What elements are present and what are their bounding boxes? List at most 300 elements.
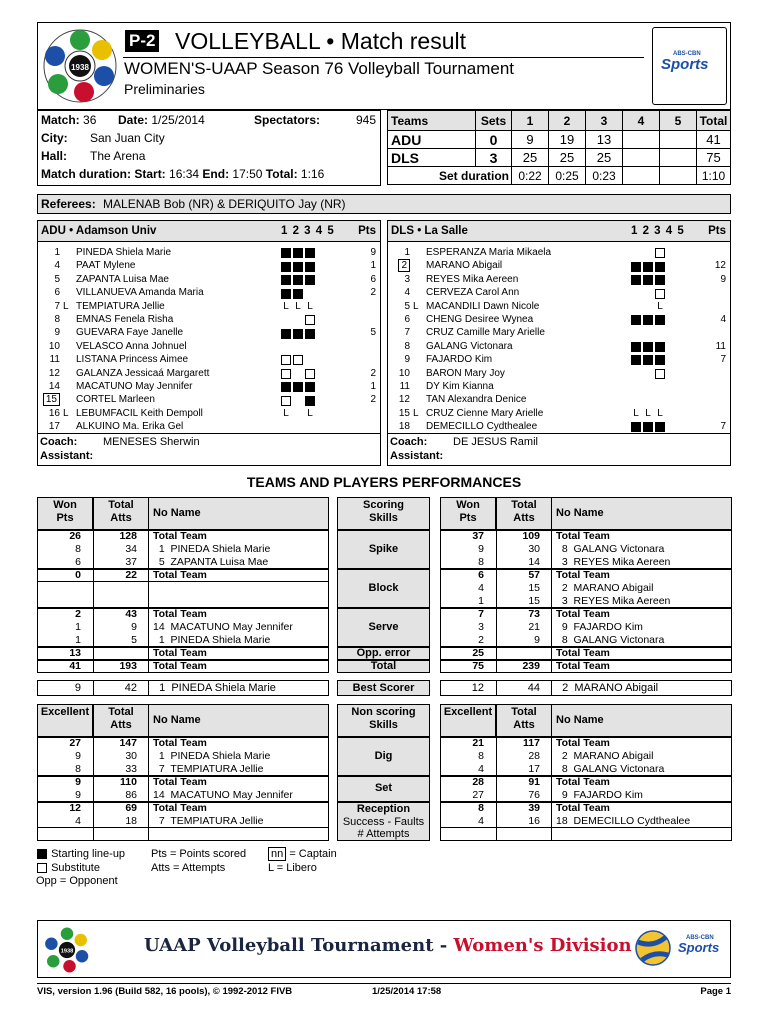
- performances-heading: TEAMS AND PLAYERS PERFORMANCES: [246, 474, 522, 490]
- perf-header-col2-text: [496, 499, 552, 525]
- match-label: Match:: [41, 113, 80, 127]
- player-number: 8: [404, 340, 410, 352]
- score-total: 75: [697, 149, 731, 167]
- perf-player-name: Total Team: [153, 737, 207, 749]
- player-name: TEMPIATURA Jellie: [76, 300, 165, 312]
- substitute-square-icon: [281, 355, 291, 365]
- perf-atts-value: 17: [528, 763, 540, 775]
- legend-starting: Starting line-up: [51, 848, 126, 860]
- starting-square-icon: [631, 422, 641, 432]
- perf-header-label: Scoring: [363, 499, 404, 511]
- perf-player-name: 8 GALANG Victonara: [556, 634, 665, 646]
- player-points: 1: [370, 260, 376, 272]
- player-row: [388, 367, 730, 380]
- perf-atts-value: 30: [528, 543, 540, 555]
- libero-mark: L: [295, 300, 301, 312]
- perf-atts-value: 21: [528, 621, 540, 633]
- player-number: 9: [54, 327, 60, 339]
- starting-square-icon: [655, 342, 665, 352]
- perf-player-name: 2 MARANO Abigail: [556, 682, 659, 694]
- player-row: [38, 300, 380, 313]
- player-name: REYES Mika Aereen: [426, 273, 519, 285]
- perf-header-label: Atts: [110, 719, 132, 731]
- team-a-title: ADU • Adamson Univ: [41, 225, 157, 237]
- player-name: GUEVARA Faye Janelle: [76, 327, 184, 339]
- score-set4: [623, 131, 660, 149]
- perf-won-value: 9: [75, 789, 81, 801]
- player-points: 7: [720, 421, 726, 433]
- perf-player-name: 1 PINEDA Shiela Marie: [153, 682, 276, 694]
- empty-mark: [655, 329, 665, 339]
- set-duration-row: [388, 167, 731, 185]
- perf-won-value: 8: [75, 543, 81, 555]
- player-number: 3: [404, 273, 410, 285]
- starting-square-icon: [293, 382, 303, 392]
- perf-atts-value: 15: [528, 582, 540, 594]
- banner-division: Women's Division: [453, 935, 632, 956]
- uaap-logo-year: 1938: [71, 63, 89, 72]
- perf-header-label: Total: [511, 706, 537, 718]
- perf-header-label: Total: [108, 499, 134, 511]
- player-name: EMNAS Fenela Risha: [76, 313, 174, 325]
- starting-square-icon: [37, 849, 47, 859]
- legend-atts: Atts = Attempts: [151, 861, 226, 874]
- player-points: 6: [370, 273, 376, 285]
- skill-reception-sublabel: Success - Faults: [342, 815, 425, 828]
- perf-won-value: 9: [74, 682, 81, 694]
- empty-mark: [631, 369, 641, 379]
- perf-won-value: 12: [471, 682, 484, 694]
- match-info-box: [37, 110, 381, 186]
- perf-header-col1-text: [37, 499, 93, 525]
- starting-square-icon: [293, 329, 303, 339]
- starting-square-icon: [281, 289, 291, 299]
- player-row: [38, 407, 380, 420]
- player-name: VELASCO Anna Johnuel: [76, 340, 187, 352]
- set-participation: [280, 394, 316, 407]
- perf-header-col1-text: [37, 706, 93, 719]
- player-name: CHENG Desiree Wynea: [426, 313, 534, 325]
- team-b-coach: DE JESUS Ramil: [453, 436, 538, 448]
- empty-mark: [305, 342, 315, 352]
- player-number: 15: [38, 393, 60, 406]
- player-number: 9: [404, 354, 410, 366]
- perf-single-col-L: [93, 647, 149, 660]
- empty-mark: [305, 355, 315, 365]
- player-number: 18: [398, 421, 410, 433]
- perf-won-value: 26: [69, 530, 81, 542]
- substitute-square-icon: [305, 315, 315, 325]
- set-participation: [630, 274, 666, 287]
- perf-header-label: Skills: [369, 719, 398, 731]
- starting-square-icon: [305, 248, 315, 258]
- perf-atts-value: 128: [119, 530, 137, 542]
- starting-square-icon: [281, 382, 291, 392]
- team-b-roster: [388, 246, 730, 433]
- perf-atts-value: 110: [120, 776, 137, 788]
- empty-mark: [281, 422, 291, 432]
- score-set1: 9: [512, 131, 549, 149]
- perf-won-value: 37: [472, 530, 484, 542]
- player-row: [388, 393, 730, 406]
- perf-player-name: Total Team: [556, 530, 610, 542]
- perf-atts-value: 15: [528, 595, 540, 607]
- perf-won-value: 7: [478, 608, 484, 620]
- perf-player-name: 5 ZAPANTA Luisa Mae: [153, 556, 269, 568]
- team-a-header: [37, 220, 381, 242]
- set-participation: [280, 341, 316, 354]
- empty-mark: [643, 248, 653, 258]
- starting-square-icon: [631, 262, 641, 272]
- player-points: 2: [370, 367, 376, 379]
- score-header-sets: Sets: [476, 111, 512, 131]
- libero-marker: L: [413, 407, 419, 419]
- starting-square-icon: [643, 275, 653, 285]
- perf-player-name: 9 FAJARDO Kim: [556, 789, 643, 801]
- substitute-square-icon: [305, 369, 315, 379]
- score-header-teams: Teams: [388, 111, 476, 131]
- perf-header-label: Atts: [513, 512, 535, 524]
- team-a-coach-label: Coach:: [40, 436, 78, 448]
- perf-player-name: 18 DEMECILLO Cydthealee: [556, 815, 691, 827]
- player-number: 6: [54, 287, 60, 299]
- perf-atts-value: 73: [528, 608, 540, 620]
- player-name: ZAPANTA Luisa Mae: [76, 273, 169, 285]
- set-duration-label: Set duration: [388, 167, 512, 185]
- legend-captain-box: nn: [268, 847, 286, 861]
- starting-square-icon: [643, 355, 653, 365]
- substitute-square-icon: [655, 289, 665, 299]
- footer-timestamp: 1/25/2014 17:58: [372, 986, 442, 997]
- page-title: VOLLEYBALL • Match result: [175, 28, 467, 54]
- empty-mark: [631, 382, 641, 392]
- player-name: CORTEL Marleen: [76, 394, 155, 406]
- perf-won-value: 4: [75, 815, 81, 827]
- score-set3: 25: [586, 149, 623, 167]
- empty-mark: [293, 422, 303, 432]
- score-header-total: Total: [697, 111, 731, 131]
- score-team: DLS: [388, 149, 476, 167]
- skill-dig-label: Dig: [374, 749, 393, 762]
- perf-player-name: 8 GALANG Victonara: [556, 763, 665, 775]
- starting-square-icon: [631, 342, 641, 352]
- player-name: CRUZ Camille Mary Arielle: [426, 327, 545, 339]
- perf-atts-value: 16: [528, 815, 540, 827]
- set-duration-2: 0:25: [549, 167, 586, 185]
- score-set2: 25: [549, 149, 586, 167]
- player-row: [388, 326, 730, 339]
- player-points: 5: [370, 327, 376, 339]
- set-participation: [280, 327, 316, 340]
- substitute-square-icon: [37, 863, 47, 873]
- perf-player-name: Total Team: [556, 660, 610, 672]
- empty-mark: [293, 315, 303, 325]
- banner-tv-network: ABS-CBN: [686, 935, 714, 941]
- perf-atts-value: 18: [125, 815, 137, 827]
- player-number: 2: [388, 259, 410, 272]
- set-participation: [630, 368, 666, 381]
- starting-square-icon: [655, 315, 665, 325]
- banner-tv-sports: Sports: [678, 940, 720, 955]
- empty-mark: [655, 396, 665, 406]
- skill-block-label: Block: [368, 581, 399, 594]
- starting-square-icon: [631, 355, 641, 365]
- perf-atts-value: 33: [125, 763, 137, 775]
- total-time: 1:16: [300, 167, 325, 181]
- perf-header-col1-text: [440, 706, 496, 719]
- uaap-logo-icon: [40, 26, 120, 106]
- set-participation: [280, 247, 316, 260]
- perf-single-col-R: [496, 647, 552, 660]
- perf-player-name: Total Team: [153, 776, 207, 788]
- perf-header-col2-text: [496, 706, 552, 732]
- perf-won-value: 75: [472, 660, 484, 672]
- starting-square-icon: [655, 262, 665, 272]
- perf-header-label: Total: [108, 706, 134, 718]
- player-row: [38, 420, 380, 433]
- team-b-header: [387, 220, 731, 242]
- perf-header-col2-text: [93, 706, 149, 732]
- player-row: [388, 380, 730, 393]
- perf-won-value: 6: [478, 569, 484, 581]
- perf-player-name: Total Team: [153, 530, 207, 542]
- set-participation: [280, 274, 316, 287]
- set-participation: [630, 341, 666, 354]
- set-participation: [630, 314, 666, 327]
- skill-spike-label: Spike: [368, 542, 399, 555]
- team-a-roster: [38, 246, 380, 433]
- perf-player-name: 7 TEMPIATURA Jellie: [153, 763, 264, 775]
- perf-won-value: 28: [472, 776, 484, 788]
- perf-player-name: 8 GALANG Victonara: [556, 543, 665, 555]
- player-name: BARON Mary Joy: [426, 367, 505, 379]
- empty-mark: [281, 315, 291, 325]
- player-points: 4: [720, 313, 726, 325]
- hall-value: The Arena: [90, 149, 146, 163]
- tv-logo-sports: Sports: [661, 56, 709, 73]
- libero-mark: L: [307, 300, 313, 312]
- empty-mark: [643, 289, 653, 299]
- empty-mark: [293, 369, 303, 379]
- player-row: [38, 340, 380, 353]
- score-set5: [660, 131, 697, 149]
- empty-mark: [293, 342, 303, 352]
- end-time: 17:50: [232, 167, 263, 181]
- starting-square-icon: [281, 275, 291, 285]
- set-duration-total: 1:10: [697, 167, 731, 185]
- total-label: Total:: [265, 167, 298, 181]
- perf-won-value: 2: [75, 608, 81, 620]
- starting-square-icon: [305, 329, 315, 339]
- starting-square-icon: [281, 248, 291, 258]
- player-points: 2: [370, 287, 376, 299]
- perf-atts-value: 147: [119, 737, 137, 749]
- starting-square-icon: [305, 396, 315, 406]
- perf-won-value: 4: [478, 815, 484, 827]
- player-name: TAN Alexandra Denice: [426, 394, 527, 406]
- player-row: [38, 259, 380, 272]
- player-points: 11: [715, 340, 726, 352]
- set-participation: [280, 381, 316, 394]
- perf-won-value: 0: [75, 569, 81, 581]
- player-name: MACANDILI Dawn Nicole: [426, 300, 540, 312]
- set-participation: [280, 408, 316, 421]
- legend-pts: Pts = Points scored: [151, 848, 247, 860]
- legend: [36, 848, 125, 889]
- perf-atts-value: 34: [125, 543, 137, 555]
- substitute-square-icon: [293, 355, 303, 365]
- empty-mark: [631, 329, 641, 339]
- match-date: 1/25/2014: [151, 113, 205, 127]
- set-duration-1: 0:22: [512, 167, 549, 185]
- starting-square-icon: [305, 262, 315, 272]
- player-name: MACATUNO May Jennifer: [76, 380, 193, 392]
- starting-square-icon: [293, 248, 303, 258]
- starting-square-icon: [643, 342, 653, 352]
- libero-marker: L: [63, 407, 69, 419]
- scoring-skills-text: [337, 499, 430, 525]
- player-number: 7: [54, 300, 60, 312]
- perf-won-value: 8: [478, 556, 484, 568]
- volleyball-icon: [634, 929, 672, 967]
- player-points: 9: [720, 273, 726, 285]
- team-b-coach-label: Coach:: [390, 436, 428, 448]
- team-b-assistant-label: Assistant:: [390, 450, 444, 462]
- starting-square-icon: [655, 422, 665, 432]
- set-participation: [630, 301, 666, 314]
- perf-player-name: Total Team: [556, 776, 610, 788]
- set-participation: [630, 247, 666, 260]
- player-name: LISTANA Princess Aimee: [76, 354, 189, 366]
- skill-set-label: Set: [374, 782, 393, 794]
- score-row-dls: [388, 149, 731, 167]
- perf-header-label: Pts: [459, 512, 477, 524]
- empty-mark: [631, 396, 641, 406]
- perf-atts-value: 9: [534, 634, 540, 646]
- perf-atts-value: 14: [528, 556, 540, 568]
- starting-square-icon: [631, 275, 641, 285]
- substitute-square-icon: [655, 248, 665, 258]
- start-label: Start:: [134, 167, 166, 181]
- player-number: 11: [49, 354, 60, 366]
- player-row: [388, 273, 730, 286]
- score-sets: 3: [476, 149, 512, 167]
- player-row: [38, 393, 380, 406]
- perf-player-name: 3 REYES Mika Aereen: [556, 556, 671, 568]
- perf-atts-value: 91: [528, 776, 540, 788]
- team-a-assistant-label: Assistant:: [40, 450, 94, 462]
- player-name: LEBUMFACIL Keith Dempoll: [76, 407, 203, 419]
- player-number: 15: [398, 407, 410, 419]
- set-duration-4: [623, 167, 660, 185]
- libero-mark: L: [283, 408, 289, 420]
- perf-won-value: 8: [75, 763, 81, 775]
- set-participation: [630, 408, 666, 421]
- set-participation: [280, 287, 316, 300]
- perf-player-name: 2 MARANO Abigail: [556, 750, 654, 762]
- starting-square-icon: [293, 275, 303, 285]
- uaap-small-logo-year: 1938: [60, 948, 74, 955]
- player-name: VILLANUEVA Amanda Maria: [76, 287, 204, 299]
- perf-header-col3-text: No Name: [153, 506, 201, 519]
- perf-atts-value: 44: [527, 682, 540, 694]
- player-number: 5: [54, 273, 60, 285]
- perf-header-label: Won: [456, 499, 480, 511]
- libero-mark: L: [307, 408, 313, 420]
- player-number: 10: [398, 367, 410, 379]
- perf-won-value: 6: [75, 556, 81, 568]
- player-name: GALANG Victonara: [426, 340, 513, 352]
- tv-logo: [652, 27, 727, 105]
- player-number: 16: [48, 407, 60, 419]
- perf-won-value: 8: [478, 750, 484, 762]
- set-participation: [630, 287, 666, 300]
- player-number: 14: [48, 380, 60, 392]
- empty-mark: [643, 329, 653, 339]
- perf-atts-value: 57: [528, 569, 540, 581]
- team-a-pts-header: Pts: [358, 225, 376, 237]
- score-header-set2: 2: [549, 111, 586, 131]
- perf-atts-value: 9: [131, 621, 137, 633]
- perf-won-value: 2: [478, 634, 484, 646]
- score-set3: 13: [586, 131, 623, 149]
- player-name: CERVEZA Carol Ann: [426, 287, 520, 299]
- perf-player-name: 2 MARANO Abigail: [556, 582, 654, 594]
- legend-libero: L = Libero: [268, 861, 317, 874]
- perf-won-value: 9: [75, 776, 81, 788]
- player-row: [388, 420, 730, 433]
- player-row: [38, 367, 380, 380]
- perf-player-name: Total Team: [153, 802, 207, 814]
- bottom-banner: [37, 920, 731, 978]
- substitute-square-icon: [281, 396, 291, 406]
- perf-player-name: 14 MACATUNO May Jennifer: [153, 789, 293, 801]
- player-row: [38, 380, 380, 393]
- perf-atts-value: 69: [125, 802, 137, 814]
- perf-player-name: 14 MACATUNO May Jennifer: [153, 621, 293, 633]
- player-row: [38, 326, 380, 339]
- starting-square-icon: [293, 262, 303, 272]
- starting-square-icon: [305, 275, 315, 285]
- player-name: FAJARDO Kim: [426, 354, 493, 366]
- empty-mark: [631, 248, 641, 258]
- perf-header-label: Atts: [110, 512, 132, 524]
- set-duration-3: 0:23: [586, 167, 623, 185]
- starting-square-icon: [281, 262, 291, 272]
- player-number: 6: [404, 313, 410, 325]
- starting-square-icon: [631, 315, 641, 325]
- player-name: PINEDA Shiela Marie: [76, 247, 172, 258]
- tv-logo-network: ABS-CBN: [673, 51, 701, 57]
- starting-square-icon: [643, 262, 653, 272]
- perf-player-name: Total Team: [556, 647, 610, 659]
- score-table: [387, 110, 731, 185]
- player-name: ALKUINO Ma. Erika Gel: [76, 421, 184, 433]
- perf-atts-value: 109: [522, 530, 540, 542]
- match-number: 36: [83, 113, 97, 127]
- set-participation: [630, 394, 666, 407]
- perf-player-name: Total Team: [556, 569, 610, 581]
- perf-won-value: 21: [472, 737, 484, 749]
- footer-version: VIS, version 1.96 (Build 582, 16 pools), © 1992-2012 FIVB: [37, 986, 293, 997]
- libero-marker: L: [413, 300, 419, 312]
- perf-atts-value: 117: [523, 737, 540, 749]
- empty-mark: [643, 382, 653, 392]
- player-name: DY Kim Kianna: [426, 380, 494, 392]
- perf-player-name: Total Team: [556, 608, 610, 620]
- libero-mark: L: [283, 300, 289, 312]
- perf-player-name: Total Team: [153, 608, 207, 620]
